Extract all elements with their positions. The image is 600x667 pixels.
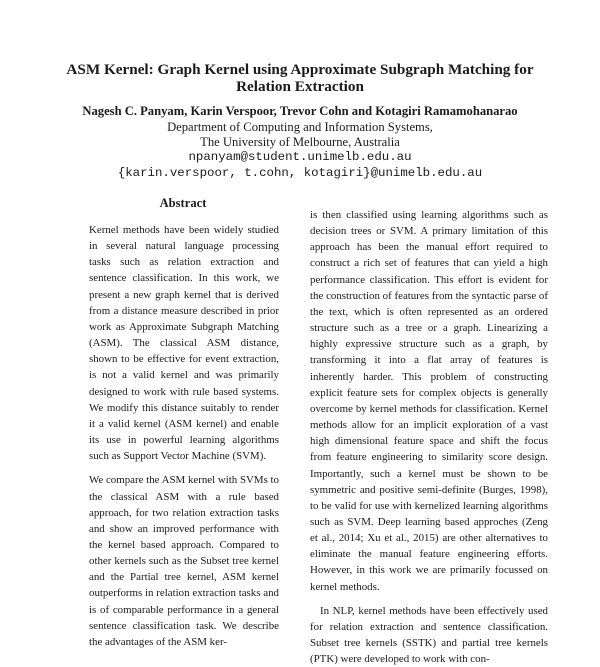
abstract-column <box>89 222 279 650</box>
paper-title <box>40 61 560 95</box>
body-paragraph-2: In NLP, kernel methods have been effectively used for relation extraction and sentence classification. Subset tree kernels (SSTK) and partial tree kernels (PTK) were developed to work with con- <box>310 604 548 666</box>
abstract-paragraph-2: We compare the ASM kernel with SVMs to the classical ASM with a rule based approach, for two relation extraction tasks and show an improved performance with the kernel based approach. Compared to other kernels such as the Subset tree kernel and the Partial tree kernel, ASM kernel outperforms in relation extraction tasks and is of comparable performance in a general sentence classification task. We describe the advantages of the ASM ker- <box>89 474 279 648</box>
paper-title-line2: Relation Extraction <box>236 78 364 95</box>
author-email-1: npanyam@student.unimelb.edu.au <box>188 150 412 164</box>
affiliation-university: The University of Melbourne, Australia <box>200 135 400 149</box>
body-column <box>310 207 548 667</box>
paper-authors: Nagesh C. Panyam, Karin Verspoor, Trevor Cohn and Kotagiri Ramamohanarao <box>82 104 518 118</box>
body-paragraph-1: is then classified using learning algorithms such as decision trees or SVM. A primary limitation of this approach has been the manual effort required to construct a rich set of features that can yield a high performance classification. This effort is evident for the construction of features from the syntactic parse of the text, which is often represented as an ordered structure such as a tree or a graph. Linearizing a highly expressive structure such as a graph, by transforming it into a flat array of features is inherently harder. This problem of constructing explicit feature sets for complex objects is generally overcome by kernel methods for classification. Kernel methods allow for an implicit exploration of a vast high dimensional feature space and shift the focus from feature engineering to similarity score design. Importantly, such a kernel must be shown to be symmetric and positive semi-definite (Burges, 1998), to be valid for use with kernelized learning algorithms such as SVM. Deep learning based approches (Zeng et al., 2014; Xu et al., 2015) are other alternatives to eliminate the manual feature engineering efforts. However, in this work we are primarily focussed on kernel methods. <box>310 209 548 593</box>
paper-title-line1: ASM Kernel: Graph Kernel using Approximate Subgraph Matching for <box>66 61 534 78</box>
affiliation-department: Department of Computing and Information Systems, <box>167 120 433 134</box>
abstract-heading: Abstract <box>159 196 207 210</box>
abstract-paragraph-1: Kernel methods have been widely studied in several natural language processing tasks such as relation extraction and sentence classification. In this work, we present a new graph kernel that is derived from a distance measure described in prior work as Approximate Subgraph Matching (ASM). The classical ASM distance, shown to be effective for event extraction, is not a valid kernel and was primarily designed to work with rule based systems. We modify this distance suitably to render it a valid kernel (ASM kernel) and enable its use in powerful learning algorithms such as Support Vector Machine (SVM). <box>89 224 279 463</box>
author-email-2: {karin.verspoor, t.cohn, kotagiri}@unimelb.edu.au <box>117 166 483 180</box>
